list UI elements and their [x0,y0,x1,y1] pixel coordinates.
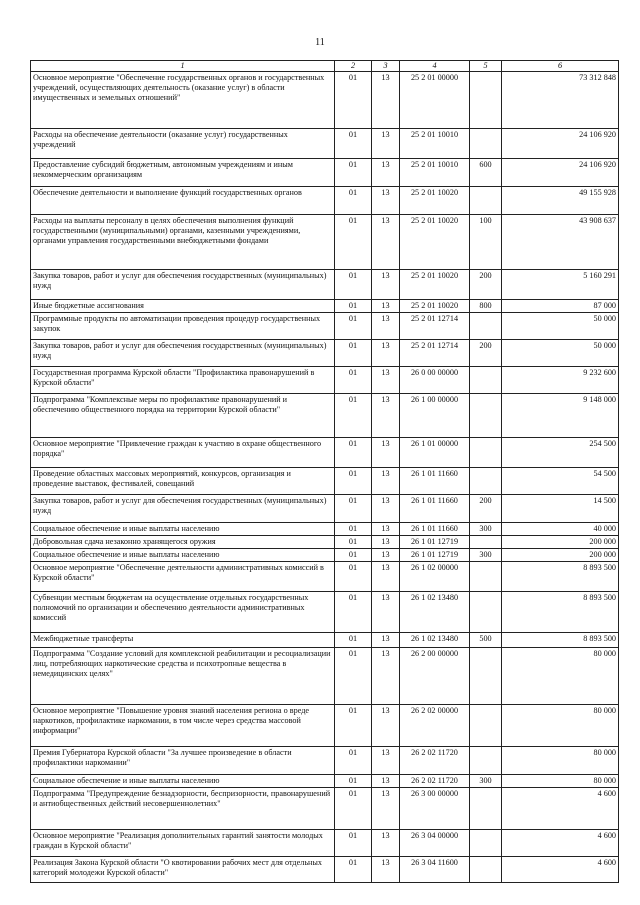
row-expense-type-cell [470,394,502,438]
row-amount-cell: 254 500 [502,438,619,468]
row-target-article-cell: 26 3 00 00000 [400,788,470,830]
row-name-cell: Субвенции местным бюджетам на осуществление отдельных государственных полномочий по организации и обеспечению деятельности административных комиссий [31,592,335,633]
row-section-cell: 01 [335,159,372,187]
row-target-article-cell: 26 3 04 11600 [400,857,470,883]
row-target-article-cell: 25 2 01 00000 [400,72,470,129]
row-expense-type-cell [470,536,502,549]
row-subsection-cell: 13 [372,129,400,159]
row-target-article-cell: 26 1 01 11660 [400,468,470,495]
row-amount-cell: 50 000 [502,340,619,367]
row-amount-cell: 73 312 848 [502,72,619,129]
row-expense-type-cell [470,72,502,129]
row-name-cell: Премия Губернатора Курской области "За лучшее произведение в области профилактики наркомании" [31,747,335,775]
table-row [31,394,619,438]
row-name-cell: Государственная программа Курской области "Профилактика правонарушений в Курской области" [31,367,335,394]
table-row [31,438,619,468]
table-row [31,187,619,215]
row-amount-cell: 200 000 [502,549,619,562]
table-row [31,270,619,300]
row-name-cell: Закупка товаров, работ и услуг для обеспечения государственных (муниципальных) нужд [31,270,335,300]
row-name-cell: Расходы на выплаты персоналу в целях обеспечения выполнения функций государственными (муниципальными) органами, казенными учреждениями, органами управления государственными внебюджетными фондами [31,215,335,270]
row-name-cell: Социальное обеспечение и иные выплаты населению [31,549,335,562]
row-expense-type-cell [470,468,502,495]
column-header: 4 [400,61,470,72]
row-amount-cell: 4 600 [502,830,619,857]
row-name-cell: Межбюджетные трансферты [31,633,335,648]
row-amount-cell: 87 000 [502,300,619,313]
table-row [31,523,619,536]
row-section-cell: 01 [335,367,372,394]
row-subsection-cell: 13 [372,187,400,215]
row-subsection-cell: 13 [372,788,400,830]
row-section-cell: 01 [335,394,372,438]
row-amount-cell: 24 106 920 [502,159,619,187]
row-expense-type-cell: 500 [470,633,502,648]
row-amount-cell: 9 148 000 [502,394,619,438]
row-subsection-cell: 13 [372,215,400,270]
row-amount-cell: 9 232 600 [502,367,619,394]
row-subsection-cell: 13 [372,747,400,775]
row-subsection-cell: 13 [372,438,400,468]
table-row [31,633,619,648]
page-number: 11 [315,37,325,48]
row-subsection-cell: 13 [372,648,400,705]
row-subsection-cell: 13 [372,340,400,367]
row-section-cell: 01 [335,270,372,300]
row-subsection-cell: 13 [372,523,400,536]
row-expense-type-cell [470,830,502,857]
row-amount-cell: 4 600 [502,788,619,830]
row-expense-type-cell: 300 [470,775,502,788]
row-subsection-cell: 13 [372,72,400,129]
row-target-article-cell: 26 2 00 00000 [400,648,470,705]
row-name-cell: Подпрограмма "Предупреждение безнадзорности, беспризорности, правонарушений и антиобщественных действий несовершеннолетних" [31,788,335,830]
table-row [31,648,619,705]
table-row [31,857,619,883]
row-name-cell: Основное мероприятие "Обеспечение деятельности административных комиссий в Курской области" [31,562,335,592]
column-header: 3 [372,61,400,72]
row-expense-type-cell: 200 [470,270,502,300]
row-section-cell: 01 [335,549,372,562]
row-expense-type-cell [470,313,502,340]
row-amount-cell: 80 000 [502,747,619,775]
table-row [31,300,619,313]
table-row [31,775,619,788]
row-target-article-cell: 26 1 00 00000 [400,394,470,438]
row-section-cell: 01 [335,536,372,549]
row-name-cell: Закупка товаров, работ и услуг для обеспечения государственных (муниципальных) нужд [31,495,335,523]
row-target-article-cell: 25 2 01 10010 [400,159,470,187]
row-section-cell: 01 [335,495,372,523]
row-subsection-cell: 13 [372,633,400,648]
row-section-cell: 01 [335,747,372,775]
row-target-article-cell: 26 1 01 12719 [400,549,470,562]
row-section-cell: 01 [335,313,372,340]
table-row [31,72,619,129]
budget-table [30,60,619,883]
row-target-article-cell: 25 2 01 10020 [400,187,470,215]
table-row [31,705,619,747]
row-target-article-cell: 25 2 01 10020 [400,300,470,313]
row-section-cell: 01 [335,857,372,883]
row-section-cell: 01 [335,562,372,592]
row-section-cell: 01 [335,340,372,367]
row-subsection-cell: 13 [372,394,400,438]
row-subsection-cell: 13 [372,775,400,788]
row-target-article-cell: 25 2 01 10020 [400,215,470,270]
row-name-cell: Реализация Закона Курской области "О квотировании рабочих мест для отдельных категорий молодежи Курской области" [31,857,335,883]
row-name-cell: Иные бюджетные ассигнования [31,300,335,313]
row-section-cell: 01 [335,775,372,788]
row-target-article-cell: 25 2 01 10020 [400,270,470,300]
row-name-cell: Программные продукты по автоматизации проведения процедур государственных закупок [31,313,335,340]
column-header: 6 [502,61,619,72]
table-row [31,536,619,549]
row-section-cell: 01 [335,72,372,129]
row-amount-cell: 54 500 [502,468,619,495]
row-subsection-cell: 13 [372,159,400,187]
row-expense-type-cell: 800 [470,300,502,313]
row-section-cell: 01 [335,592,372,633]
row-name-cell: Основное мероприятие "Реализация дополнительных гарантий занятости молодых граждан в Курской области" [31,830,335,857]
row-amount-cell: 50 000 [502,313,619,340]
row-section-cell: 01 [335,468,372,495]
row-section-cell: 01 [335,438,372,468]
row-target-article-cell: 26 1 01 11660 [400,495,470,523]
table-row [31,159,619,187]
row-target-article-cell: 25 2 01 12714 [400,340,470,367]
row-name-cell: Социальное обеспечение и иные выплаты населению [31,523,335,536]
row-amount-cell: 80 000 [502,705,619,747]
row-name-cell: Социальное обеспечение и иные выплаты населению [31,775,335,788]
row-target-article-cell: 26 3 04 00000 [400,830,470,857]
row-section-cell: 01 [335,300,372,313]
row-expense-type-cell [470,857,502,883]
row-section-cell: 01 [335,523,372,536]
row-subsection-cell: 13 [372,536,400,549]
row-section-cell: 01 [335,633,372,648]
row-name-cell: Закупка товаров, работ и услуг для обеспечения государственных (муниципальных) нужд [31,340,335,367]
row-expense-type-cell: 300 [470,523,502,536]
row-amount-cell: 49 155 928 [502,187,619,215]
row-subsection-cell: 13 [372,367,400,394]
row-target-article-cell: 26 1 01 12719 [400,536,470,549]
row-section-cell: 01 [335,705,372,747]
row-expense-type-cell: 300 [470,549,502,562]
row-name-cell: Добровольная сдача незаконно хранящегося оружия [31,536,335,549]
row-subsection-cell: 13 [372,468,400,495]
table-header-row [31,61,619,72]
row-subsection-cell: 13 [372,495,400,523]
row-amount-cell: 4 600 [502,857,619,883]
table-row [31,340,619,367]
row-expense-type-cell [470,562,502,592]
row-expense-type-cell: 100 [470,215,502,270]
table-row [31,562,619,592]
table-row [31,788,619,830]
row-expense-type-cell: 200 [470,495,502,523]
table-row [31,747,619,775]
row-subsection-cell: 13 [372,313,400,340]
row-expense-type-cell: 200 [470,340,502,367]
table-row [31,495,619,523]
row-name-cell: Проведение областных массовых мероприятий, конкурсов, организация и проведение выставок, фестивалей, совещаний [31,468,335,495]
table-row [31,313,619,340]
row-subsection-cell: 13 [372,705,400,747]
row-expense-type-cell [470,747,502,775]
row-name-cell: Подпрограмма "Комплексные меры по профилактике правонарушений и обеспечению общественного порядка на территории Курской области" [31,394,335,438]
row-target-article-cell: 26 1 02 13480 [400,592,470,633]
row-subsection-cell: 13 [372,549,400,562]
row-subsection-cell: 13 [372,300,400,313]
row-expense-type-cell [470,705,502,747]
row-name-cell: Основное мероприятие "Повышение уровня знаний населения региона о вреде наркотиков, профилактике наркомании, в том числе через средства массовой информации" [31,705,335,747]
row-amount-cell: 24 106 920 [502,129,619,159]
column-header: 2 [335,61,372,72]
row-section-cell: 01 [335,215,372,270]
row-subsection-cell: 13 [372,857,400,883]
row-target-article-cell: 26 2 02 00000 [400,705,470,747]
table-row [31,592,619,633]
row-name-cell: Обеспечение деятельности и выполнение функций государственных органов [31,187,335,215]
row-expense-type-cell [470,129,502,159]
row-name-cell: Предоставление субсидий бюджетным, автономным учреждениям и иным некоммерческим организациям [31,159,335,187]
row-target-article-cell: 26 2 02 11720 [400,775,470,788]
row-amount-cell: 80 000 [502,775,619,788]
column-header: 1 [31,61,335,72]
row-amount-cell: 43 908 637 [502,215,619,270]
row-amount-cell: 8 893 500 [502,633,619,648]
row-amount-cell: 80 000 [502,648,619,705]
row-amount-cell: 14 500 [502,495,619,523]
row-expense-type-cell [470,367,502,394]
table-row [31,215,619,270]
table-row [31,830,619,857]
row-section-cell: 01 [335,830,372,857]
row-amount-cell: 200 000 [502,536,619,549]
row-name-cell: Подпрограмма "Создание условий для комплексной реабилитации и ресоциализации лиц, потребляющих наркотические средства и психотропные вещества в немедицинских целях" [31,648,335,705]
row-target-article-cell: 26 2 02 11720 [400,747,470,775]
row-expense-type-cell [470,438,502,468]
row-expense-type-cell: 600 [470,159,502,187]
row-target-article-cell: 26 0 00 00000 [400,367,470,394]
table-row [31,468,619,495]
row-expense-type-cell [470,592,502,633]
row-amount-cell: 5 160 291 [502,270,619,300]
row-section-cell: 01 [335,187,372,215]
table-row [31,549,619,562]
row-section-cell: 01 [335,129,372,159]
row-target-article-cell: 26 1 02 13480 [400,633,470,648]
table-row [31,367,619,394]
row-name-cell: Основное мероприятие "Привлечение граждан к участию в охране общественного порядка" [31,438,335,468]
row-section-cell: 01 [335,788,372,830]
row-subsection-cell: 13 [372,270,400,300]
row-subsection-cell: 13 [372,562,400,592]
row-target-article-cell: 26 1 01 11660 [400,523,470,536]
column-header: 5 [470,61,502,72]
row-amount-cell: 8 893 500 [502,562,619,592]
row-target-article-cell: 26 1 02 00000 [400,562,470,592]
row-expense-type-cell [470,648,502,705]
row-name-cell: Основное мероприятие "Обеспечение государственных органов и государственных учреждений, осуществляющих деятельность (оказание услуг) в области имущественных и земельных отношений" [31,72,335,129]
row-subsection-cell: 13 [372,592,400,633]
row-name-cell: Расходы на обеспечение деятельности (оказание услуг) государственных учреждений [31,129,335,159]
row-section-cell: 01 [335,648,372,705]
row-amount-cell: 40 000 [502,523,619,536]
row-expense-type-cell [470,187,502,215]
row-target-article-cell: 26 1 01 00000 [400,438,470,468]
row-amount-cell: 8 893 500 [502,592,619,633]
row-subsection-cell: 13 [372,830,400,857]
row-target-article-cell: 25 2 01 12714 [400,313,470,340]
table-row [31,129,619,159]
row-expense-type-cell [470,788,502,830]
row-target-article-cell: 25 2 01 10010 [400,129,470,159]
